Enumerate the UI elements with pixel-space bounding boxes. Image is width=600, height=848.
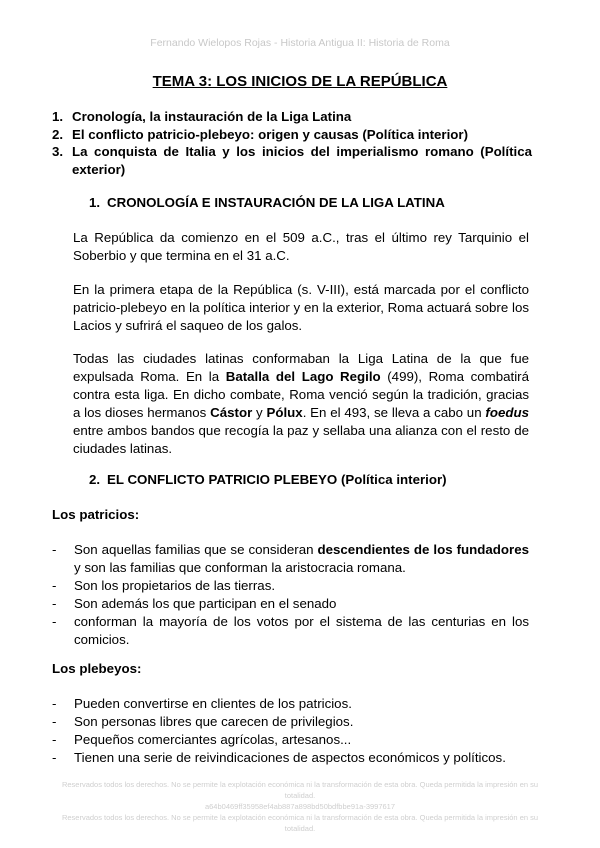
page-header: Fernando Wielopos Rojas - Historia Antigua II: Historia de Roma [150, 37, 450, 49]
bold-term: Cástor [210, 405, 253, 420]
paragraph: En la primera etapa de la República (s. V-III), está marcada por el conflicto patricio-plebeyo en la política interior y en la exterior, Roma actuará sobre los Lacios y sufrirá el saqueo de los galos. [73, 282, 529, 333]
toc-number: 1. [52, 109, 64, 124]
list-item [52, 595, 529, 613]
footer-line: Reservados todos los derechos. No se permite la explotación económica ni la transformación de esta obra. Queda permitida la impresión en su totalidad. [61, 813, 539, 833]
patricios-list [52, 541, 529, 649]
toc-item [52, 126, 532, 144]
text-run: (499), Roma combatirá contra esta liga. En dicho combate, Roma venció según la tradición, gracias a los dioses hermanos [73, 369, 529, 420]
list-item [52, 541, 529, 577]
text-run: Pequeños comerciantes agrícolas, artesanos... [74, 732, 352, 747]
list-item [52, 731, 529, 749]
toc-text: Cronología, la instauración de la Liga Latina [72, 109, 352, 124]
text-run: Son los propietarios de las tierras. [74, 578, 276, 593]
bullet-dash: - [52, 696, 57, 711]
bold-term: descendientes de los fundadores [317, 542, 529, 557]
text-run: Tienen una serie de reivindicaciones de aspectos económicos y políticos. [74, 750, 506, 765]
bold-italic-term: foedus [485, 405, 529, 420]
text-run: entre ambos bandos que recogía la paz y sellaba una alianza con el resto de ciudades latinas. [73, 423, 529, 456]
table-of-contents [52, 108, 532, 178]
list-item [52, 695, 529, 713]
text-run: Todas las ciudades latinas conformaban la Liga Latina de la que fue expulsada Roma. En la [73, 351, 529, 384]
section-number: 1. [89, 195, 101, 210]
bullet-dash: - [52, 578, 57, 593]
bullet-dash: - [52, 596, 57, 611]
subheading-patricios: Los patricios: [52, 507, 140, 522]
bullet-dash: - [52, 732, 57, 747]
page-footer [60, 779, 540, 834]
bullet-dash: - [52, 714, 57, 729]
bullet-dash: - [52, 750, 57, 765]
section-title: EL CONFLICTO PATRICIO PLEBEYO (Política interior) [107, 472, 447, 487]
bullet-dash: - [52, 614, 57, 629]
list-item [52, 713, 529, 731]
bullet-dash: - [52, 542, 57, 557]
text-run: . En el 493, se lleva a cabo un [302, 405, 486, 420]
list-item [52, 749, 529, 767]
footer-line: Reservados todos los derechos. No se permite la explotación económica ni la transformación de esta obra. Queda permitida la impresión en su totalidad. [61, 780, 539, 800]
paragraph [73, 350, 529, 458]
toc-number: 2. [52, 126, 64, 142]
text-run: y [252, 405, 267, 420]
list-item [52, 577, 529, 595]
text-run: conforman la mayoría de los votos por el sistema de las centurias en los comicios. [74, 614, 529, 647]
list-item [52, 613, 529, 649]
subheading-plebeyos: Los plebeyos: [52, 661, 142, 676]
text-run: Son aquellas familias que se consideran [74, 542, 318, 557]
text-run: Pueden convertirse en clientes de los patricios. [74, 696, 352, 711]
text-run: Son además los que participan en el senado [74, 596, 337, 611]
text-run: Son personas libres que carecen de privilegios. [74, 714, 354, 729]
section-number: 2. [89, 472, 101, 487]
toc-text: La conquista de Italia y los inicios del imperialismo romano (Política exterior) [72, 144, 532, 177]
bold-term: Pólux [266, 405, 303, 420]
bold-term: Batalla del Lago Regilo [225, 369, 381, 384]
toc-number: 3. [52, 144, 64, 159]
footer-line: a64b0469ff35958ef4ab887a898bd50bdfbbe91a-3997617 [204, 802, 396, 811]
text-run: y son las familias que conforman la aristocracia romana. [74, 560, 406, 575]
section-title: CRONOLOGÍA E INSTAURACIÓN DE LA LIGA LATINA [107, 195, 445, 210]
plebeyos-list [52, 695, 529, 767]
toc-text: El conflicto patricio-plebeyo: origen y causas (Política interior) [72, 126, 469, 142]
section-heading [89, 195, 445, 210]
toc-item [52, 108, 532, 126]
paragraph: La República da comienzo en el 509 a.C., tras el último rey Tarquinio el Soberbio y que termina en el 31 a.C. [73, 230, 529, 263]
page-title: TEMA 3: LOS INICIOS DE LA REPÚBLICA [152, 73, 448, 90]
toc-item [52, 143, 532, 178]
section-heading [89, 472, 447, 487]
